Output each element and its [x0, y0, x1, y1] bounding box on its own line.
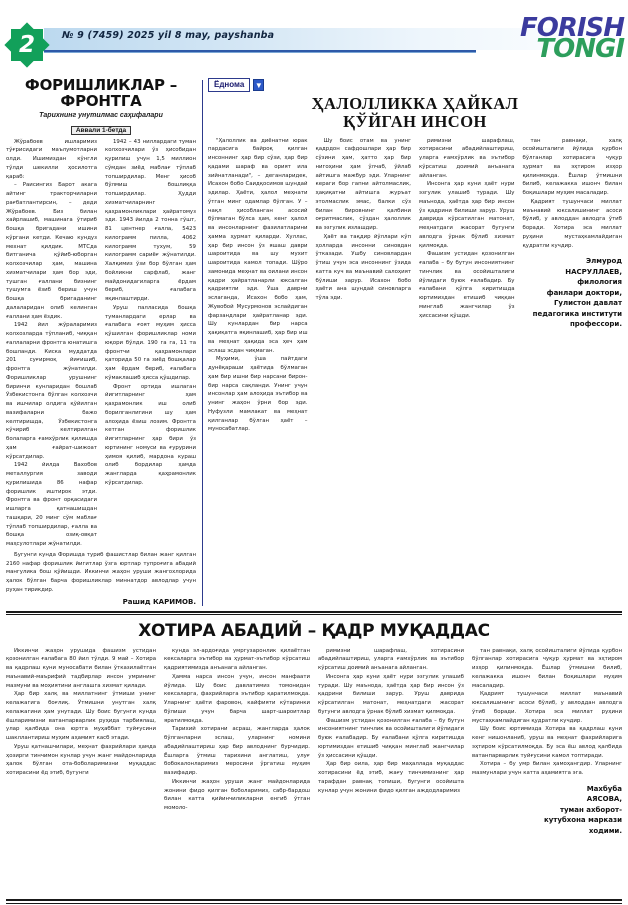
author-affiliation-3: Гулистон давлат: [553, 299, 622, 308]
author-affiliation-1: туман ахборот-: [559, 805, 622, 814]
masthead-rule-secondary: [44, 52, 476, 53]
masthead: [0, 13, 628, 72]
paragraph: Иккинчи жаҳон урушида фашизм устидан қозонилган ғалабага 80 йил тўлди. 9 май – Хотира ва қадрлаш куни муносабати билан ўтказилаётган маънавий-маърифий тадбирлар инсон умрининг мазмуни ва моҳиятини англашга хизмат қилади.: [6, 647, 156, 689]
page-number: 2: [18, 31, 35, 58]
author-affiliation-2: кутубхона маркази: [543, 816, 622, 825]
bottom-col-1: [6, 647, 160, 837]
paragraph: Инсонга ҳар куни ҳаёт нури эзгулик улашиб туради. Шу маънода, ҳаётда ҳар бир инсон ўз қадрини билиши зарур. Уруш даврида кўрсатилган матонат, меҳнатдаги жасорат бугунги авлодга ўрнак бўлиб хизмат қилмоқда.: [318, 673, 464, 715]
bottom-section-columns: [6, 647, 622, 837]
paragraph: 1942 йилда Вахобов металлургия заводи қурилишида 86 нафар форишлик иштирок этди. Фронтга ва фронт орқасидаги ишларга қатнашишдан ташқари, 20 минг сўм маблағ тўплаб топширдилар, ғалла ва бошқа озиқ-овқат маҳсулотлари жўнатилди.: [6, 462, 97, 547]
paragraph: Ҳар бир халқ ва миллатнинг ўтмиши унинг келажагига боғлиқ. Ўтмишни унутган халқ келажагини ҳам унутади. Шу боис бугунги кунда ёшларимизни ватанпарварлик руҳида тарбиялаш, улар қалбида она юртга муҳаббат туйғусини шакллантириш муҳим аҳамият касб этади.: [6, 691, 156, 741]
left-article-subtitle: Тарихнинг унутилмас саҳифалари: [39, 111, 163, 119]
paragraph: Шу боис юртимизда Хотира ва қадрлаш куни кенг нишонланиб, уруш ва меҳнат фахрийларига эҳтиром кўрсатилмоқда. Бу эса ёш авлод қалбида ватанпарварлик туйғусини камол топтиради.: [472, 726, 622, 759]
author-first-name: Махбуба: [586, 784, 622, 793]
paragraph: Ҳамма нарса инсон учун, инсон манфаати йўлида. Шу боис давлатимиз томонидан кексаларга, фахрийларга эътибор қаратилмоқда. Уларнинг ҳаёти фаровон, кайфияти кўтаринки бўлиши учун барча шарт-шароитлар яратилмоқда.: [164, 673, 310, 724]
left-article-title-line1: ФОРИШЛИКЛАР –: [24, 76, 178, 94]
column-divider: [202, 80, 203, 606]
author-affiliation-1: филология: [577, 278, 622, 287]
article-halollikka-haykal: [208, 74, 622, 606]
paragraph: "Ҳалоллик ва диёнатни юрак пардасига байроқ қилган инсоннинг ҳар бир сўзи, ҳар бир қадами шараф ва орият ила зийнатланади", – деганларидек, Исахон бобо Саидқосимов шундай эдилар. Ҳаёти, ҳалол меҳнати ўтган минг одамлар бўлган. У – нақл ҳисобланган асосий бўлмаган бўлса ҳам, кенг ҳалол ва инсонларнинг фазилатларини ҳамма ҳурмат қиларди. Хуллас, ҳар бир инсон ўз яшаш даври шароитида ва шу мухит шароитида камол топади. Шўро замонида меҳнат ва оилани инсон қадри ҳайратланарли юксалган қадриятли эди. Ўша даврни эслаганда, Исахон бобо ҳам, Жувобой Мусурмонов эслайдиган фарзандлари ҳайратланар эди. Шу кунлардан бир нарса ҳақиқатга яқинлашиб, ҳар бир иш ва меҳнат ҳақида эса ҳеч ҳам эслаш эсдан чиқмаган.: [208, 137, 308, 354]
paragraph: римизни шарафлаш, хотирасини абадийлаштириш, уларга ғамхўрлик ва эътибор кўрсатиш доимий анъанага айланган.: [419, 137, 515, 179]
paragraph: Муҳими, ўша пайтдаги дунёқараши ҳаётида бўлмаган ҳам бир ишни бир нарсани бирон-бир нарса сақланди. Унинг учун инсонлар ҳам алоҳида эътибор ва унинг жаҳон ўрни бор эди. Нуфузли мамлакат ва меҳнат қилганлар бўлган ҳаёт – муносабатлар.: [208, 356, 308, 433]
paragraph: римизни шарафлаш, хотирасини абадийлаштириш, уларга ғамхўрлик ва эътибор кўрсатиш доимий анъанага айланган.: [318, 647, 464, 671]
paragraph: тан равнақи, халқ осойишталиги йўлида қурбон бўлганлар хотирасига чуқур ҳурмат ва эҳтиром изҳор қилинмоқда. Ёшлар ўтмишни билиб, келажакка ишонч билан боқишлари муҳим масаладир.: [522, 137, 622, 197]
author-affiliation-3: ходими.: [588, 826, 622, 835]
continued-from-tag: Аввали 1-бетда: [71, 126, 131, 135]
right-article-title: [208, 95, 622, 131]
paragraph: Тарихий хотирани асраш, жангларда ҳалок бўлганларни эслаш, уларнинг номини абадийлаштириш ҳар бир авлоднинг бурчидир. Ёшларга ўтмиш тарихини англатиш, улуғ бобокалонларимиз меросини ўргатиш муҳим вазифадир.: [164, 726, 310, 776]
left-article-title-line2: ФРОНТГА: [60, 91, 142, 110]
newspaper-logo: [519, 13, 624, 65]
bottom-section-author: [472, 784, 622, 837]
right-article-col-3: [415, 137, 519, 435]
logo-line-1: FORISH: [519, 13, 624, 43]
paragraph: Инсонга ҳар куни ҳаёт нури эзгулик улашиб туради. Шу маънода, ҳаётда ҳар бир инсон ўз қадрини билиши зарур. Уруш даврида кўрсатилган матонат, меҳнатдаги жасорат бугунги авлодга ўрнак бўлиб хизмат қилмоқда.: [419, 181, 515, 249]
paragraph: Уруш қатнашчилари, меҳнат фахрийлари ҳамда ҳозирги тинчимон кунлар учун жанг майдонларида ҳалок бўлган ота-боболаримизни муқаддас хотирасини ёд этиб, бугунги: [6, 743, 156, 776]
paragraph: Шу боис отам ва унинг қадрдон сафдошлари ҳар бир сўзини ҳам, ҳатто ҳар бир нигоҳини ҳам ўлчаб, ўйлаб айтишга мажбур эди. Уларнинг кераги бор гапни айтолмаслик, ҳақиқатни айтишга журъат этолмаслик эмас, балки сўз билан бировнинг қалбини оғритмаслик, сўздан ҳалоллик ва эзгулик излашдир.: [315, 137, 411, 232]
paragraph: 1942 – 43 ниллардаги туман колхозчилари ўз ҳисобидан қурилиш учун 1,5 миллион сўмдан зиёд маблағ тўплаб топширдилар. Менг ҳисоб бўлмиш бошлиққа топширдилар. Ҳудди хизматчиларнинг қаҳрамонликлари ҳайратомуз эди. 1943 йилда 2 тонна гўшт, 81 центнер ғалла, 5423 килограмм пилла, 4062 килограмм тухум, 59 килограмм сариёғ жўнатилди. Халқимиз ўзи бор бўлган ҳам бойликни сарфлаб, жанг майдонидагиларга ёрдам бериб, ғалабага яқинлаштирди.: [105, 138, 196, 302]
right-article-col-4: [519, 137, 623, 435]
paragraph: Ҳар бир оила, ҳар бир маҳаллада муқаддас хотирасини ёд этиб, жағу тинчимизнинг ҳар тарафдан равнақ топиши, бугунги осойишта кунлар учун жонини фидо қилган аждодларимиз: [318, 761, 464, 794]
paragraph: Фашизм устидан қозонилган ғалаба – бу бутун инсониятнинг тинчлик ва осойишталиги йўлидаги буюк ғалабадир. Бу ғалабани қўлга киритишда юртимиздан етишиб чиққан минглаб жангчилар ўз ҳиссасини қўшди.: [318, 717, 464, 759]
left-article-col-2: [101, 138, 196, 549]
left-article-col-1: [6, 138, 101, 549]
paragraph: – Раисингиз Барот акага айтинг тракторчиларни рағбатлантирсин, – деди Жўрабоев. Биз билан хайрлашиб, машинага ўтириб бошқа бригадани ишини кўргани кетди. Кечаю кундуз мехнат қилдик. МТСда битганича қўйиб-юборган колхозчилар ҳам, машина хизматчилари ҳам бор эди, тушган ғаллани бизнинг тушумга ёзиб бериш учун бошқа бригаданинг далаларидан олиб келинган ғаллани ҳам ёздик.: [6, 182, 97, 320]
paragraph: тан равнақи, халқ осойишталиги йўлида қурбон бўлганлар хотирасига чуқур ҳурмат ва эҳтиром изҳор қилинмоқда. Ёшлар ўтмишни билиб, келажакка ишонч билан боқишлари муҳим масаладир.: [472, 647, 622, 689]
kicker-label: Ёднома: [208, 78, 250, 92]
paragraph: кунда эл-ардоғида умргузаронлик қилаётган кексаларга эътибор ва ҳурмат-эътибор кўрсатиш қадриятимизда анъанага айланган.: [164, 647, 310, 671]
paragraph: Уруш палласида бошқа туманлардаги ерлар ва ғалабага ғоят муҳим ҳисса қўшилган форишликлар номи юқори бўлди. 190 га га, 11 та фронтчи қаҳрамонлари қаторида 50 га зиёд бошқалар ҳам ёрдам бериб, ғалабага кўмаклашиб ҳисса қўшдилар.: [105, 304, 196, 381]
bookmark-icon: ▼: [254, 81, 263, 90]
logo-line-2: TONGI: [536, 34, 624, 65]
right-article-columns: [208, 137, 622, 435]
paragraph: Бугунги кунда Форишда туриб фашистлар билан жанг қилган 2160 нафар форишлик йигитлар ўзга юртлар тупроғига абадий мангулика бош қўйишди. Иккинчи жаҳон уруши жангохлорида ҳалок бўлган барча форишликлар миннатдор авлодлар учун руҳан тирикдир.: [6, 551, 196, 593]
left-article-columns: [6, 138, 196, 549]
author-affiliation-4: педагогика институти: [532, 309, 622, 318]
bottom-col-4: [468, 647, 622, 837]
author-last-name: НАСРУЛЛАЕВ,: [565, 267, 622, 276]
right-article-col-1: [208, 137, 312, 435]
author-last-name: АЯСОВА,: [586, 795, 622, 804]
page-sheet: [0, 74, 628, 836]
paragraph: Ҳаёт ва тақдир йўллари кўп ҳолларда инсонни синовдан ўтказади. Ушбу синовлардан ўтиш учун эса инсоннинг ўзида катта куч ва маънавий салоҳият бўлиши зарур. Исахон бобо ҳаёти ана шундай синовларга тўла эди.: [315, 233, 411, 302]
right-article-title-line1: ҲАЛОЛЛИККА ҲАЙКАЛ: [311, 94, 519, 113]
bottom-section-title: ХОТИРА АБАДИЙ – ҚАДР МУҚАДДАС: [138, 620, 490, 641]
section-divider-thin: [6, 614, 622, 615]
author-first-name: Элмурод: [585, 257, 622, 266]
paragraph: 1942 йил жўраларимиз колхозларда тўпланиб, чиққан ғаллаларни фронтга юнатишга бошланди. Киска муддатда 201 суғирмоқ йиғишиб, фронтга жўнатилди. Форишликлар урушнинг биринчи кунларидан бошлаб Ўзбекистонга бўлган колхозчи ва ишчилар олдига қўйилган вазифаларни бажо келтиришда, Ўзбекистонга кўчириб келтирилган болаларга ғамхўрлик қилишда ҳам ғайрат-шижоат кўрсатдилар.: [6, 322, 97, 460]
author-affiliation-2: фанлари доктори,: [546, 288, 622, 297]
kicker-row: [208, 78, 622, 92]
page-bottom-rule: [6, 899, 622, 901]
bottom-col-3: [314, 647, 468, 837]
page-number-badge: [6, 24, 48, 66]
section-divider-thick: [6, 611, 622, 613]
issue-line: № 9 (7459) 2025 yil 8 may, payshanba: [62, 30, 275, 41]
bottom-col-2: [160, 647, 314, 837]
paragraph: Фронт ортида ишлаган йигитларнинг ҳам қаҳрамонлик иш олиб борилганлигини шу ҳам алоҳида ёзиш лозим. Фронтга кетган форишлик йигитларнинг ҳар бири ўз юртининг номуси ва ғурурини ҳимоя қилиб, мардона кураш олиб бордилар ҳамда жангларда қаҳрамонлик кўрсатдилар.: [105, 383, 196, 486]
right-article-col-2: [312, 137, 416, 435]
page-bottom-rule-secondary: [6, 903, 622, 904]
paragraph: Хотира – бу умр билан ҳамоҳангдир. Уларнинг мазмунлари учун катта аҳамиятга эга.: [472, 761, 622, 776]
paragraph: Иккинчи жаҳон уруши жанг майдонларида жонини фидо қилган боболаримиз, сабр-бардош билан катта қийинчиликларни енгиб ўтган момоло-: [164, 778, 310, 811]
paragraph: Жўрабоев ишларимиз тўғрисидаги маълумотларни олди. Ишимиздан кўнгли тўлди шекилли ҳосилотга қараб:: [6, 138, 97, 180]
paragraph: Қадрият тушунчаси миллат маънавий юксалишининг асоси бўлиб, у авлоддан авлодга ўтиб боради. Хотира эса миллат руҳини мустаҳкамлайдиган қудратли кучдир.: [472, 691, 622, 724]
author-affiliation-5: профессори.: [569, 320, 622, 329]
right-article-title-line2: ҚЎЙГАН ИНСОН: [343, 111, 487, 131]
right-article-author: [523, 256, 623, 330]
left-article-byline: Рашид КАРИМОВ.: [122, 597, 196, 606]
paragraph: Қадрият тушунчаси миллат маънавий юксалишининг асоси бўлиб, у авлоддан авлодга ўтиб боради. Хотира эса миллат руҳини мустаҳкамлайдиган қудратли кучдир.: [522, 198, 622, 249]
article-forishliklar-frontga: [6, 74, 202, 606]
paragraph: Фашизм устидан қозонилган ғалаба – бу бутун инсониятнинг тинчлик ва осойишталиги йўлидаги буюк ғалабадир. Бу ғалабани қўлга киритишда юртимиздан етишиб чиққан минглаб жангчилар ўз ҳиссасини қўшди.: [419, 251, 515, 319]
left-article-header: [6, 78, 196, 137]
top-area: [6, 74, 622, 606]
